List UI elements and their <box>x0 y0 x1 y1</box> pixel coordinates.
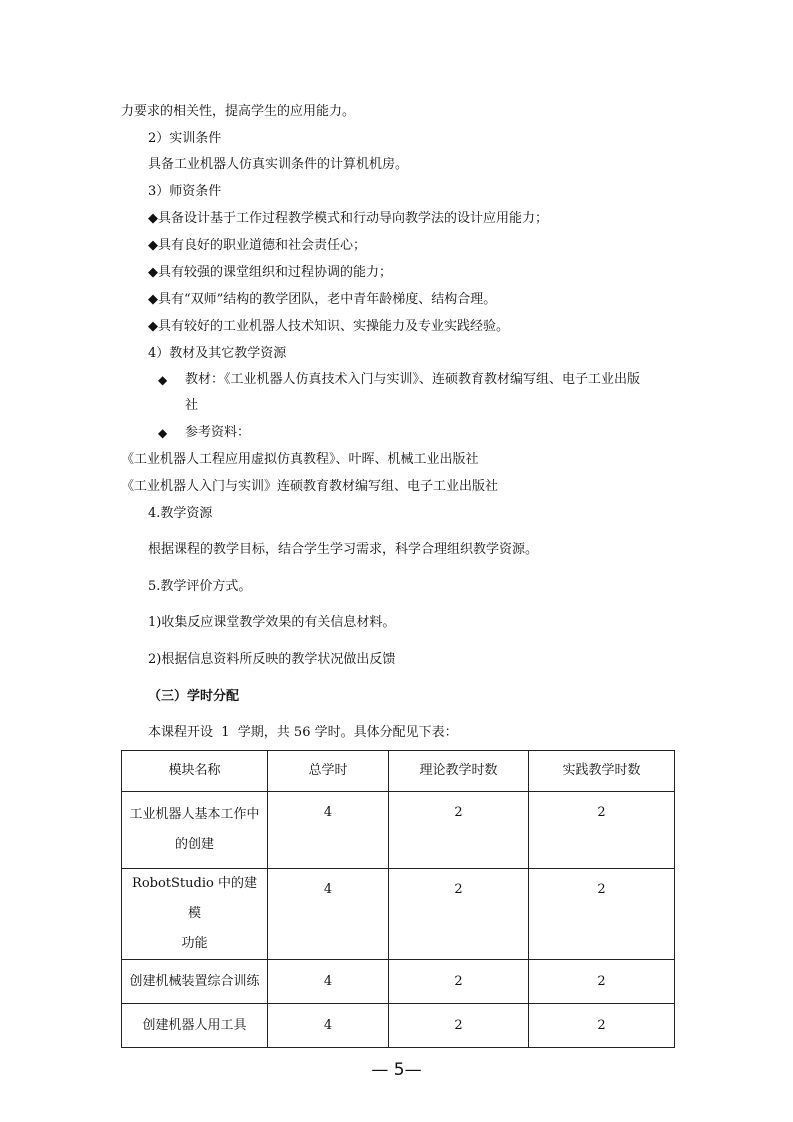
total-hours-cell: 4 <box>268 869 389 960</box>
paragraph-training-lab: 具备工业机器人仿真实训条件的计算机机房。 <box>148 157 409 172</box>
total-hours-cell: 4 <box>268 1004 389 1048</box>
subheading-textbooks: 4）教材及其它教学资源 <box>148 346 287 361</box>
practice-hours-cell: 2 <box>529 1004 675 1048</box>
total-hours-cell: 4 <box>268 792 389 869</box>
page-number: — 5— <box>371 1060 422 1080</box>
practice-hours-cell: 2 <box>529 792 675 869</box>
bullet-teacher-1: ◆具备设计基于工作过程教学模式和行动导向教学法的设计应用能力； <box>148 211 548 226</box>
theory-hours-cell: 2 <box>389 960 529 1004</box>
diamond-bullet-icon: ◆ <box>158 373 168 387</box>
textbook-line-2: 社 <box>185 398 199 413</box>
module-name-line-2: 的创建 <box>174 837 214 852</box>
total-hours-cell: 4 <box>268 960 389 1004</box>
bullet-teacher-2: ◆具有良好的职业道德和社会责任心； <box>148 238 366 253</box>
header-total-hours: 总学时 <box>268 751 389 792</box>
module-name-cell <box>122 869 268 960</box>
reference-item-2: 《工业机器人入门与实训》连硕教育教材编写组、电子工业出版社 <box>121 479 499 494</box>
module-name-line-1: 工业机器人基本工作中 <box>129 807 260 822</box>
hours-allocation-table <box>121 750 675 1048</box>
bullet-teacher-3: ◆具有较强的课堂组织和过程协调的能力； <box>148 265 392 280</box>
textbook-line-1: 教材：《工业机器人仿真技术入门与实训》、连硕教育教材编写组、电子工业出版 <box>185 372 641 387</box>
table-row <box>122 1004 675 1048</box>
reference-item-1: 《工业机器人工程应用虚拟仿真教程》、叶晖、机械工业出版社 <box>121 452 479 467</box>
practice-hours-cell: 2 <box>529 869 675 960</box>
evaluation-item-2: 2)根据信息资料所反映的教学状况做出反馈 <box>148 652 396 667</box>
theory-hours-cell: 2 <box>389 869 529 960</box>
bullet-teacher-5: ◆具有较好的工业机器人技术知识、实操能力及专业实践经验。 <box>148 319 509 334</box>
table-row <box>122 869 675 960</box>
paragraph-continuation: 力要求的相关性，提高学生的应用能力。 <box>121 104 356 119</box>
theory-hours-cell: 2 <box>389 792 529 869</box>
module-name-cell: 创建机器人用工具 <box>122 1004 268 1048</box>
table-row <box>122 960 675 1004</box>
theory-hours-cell: 2 <box>389 1004 529 1048</box>
section-heading-hours: （三）学时分配 <box>148 689 240 704</box>
module-name-line-1: RobotStudio 中的建模 <box>132 876 257 921</box>
table-header-row <box>122 751 675 792</box>
header-practice-hours: 实践教学时数 <box>529 751 675 792</box>
subheading-training-conditions: 2）实训条件 <box>148 131 222 146</box>
heading-teaching-resources: 4.教学资源 <box>148 506 213 521</box>
table-row <box>122 792 675 869</box>
bullet-teacher-4: ◆具有“双师”结构的教学团队，老中青年龄梯度、结构合理。 <box>148 292 497 307</box>
subheading-teacher-conditions: 3）师资条件 <box>148 184 222 199</box>
diamond-bullet-icon: ◆ <box>158 426 168 440</box>
paragraph-teaching-resources: 根据课程的教学目标，结合学生学习需求，科学合理组织教学资源。 <box>148 542 539 557</box>
module-name-line-2: 功能 <box>181 936 208 951</box>
evaluation-item-1: 1)收集反应课堂教学效果的有关信息材料。 <box>148 615 396 630</box>
header-module-name: 模块名称 <box>122 751 268 792</box>
paragraph-table-intro: 本课程开设 1 学期，共 56 学时。具体分配见下表： <box>148 725 458 740</box>
module-name-cell: 创建机械装置综合训练 <box>122 960 268 1004</box>
module-name-cell <box>122 792 268 869</box>
practice-hours-cell: 2 <box>529 960 675 1004</box>
header-theory-hours: 理论教学时数 <box>389 751 529 792</box>
reference-label: 参考资料： <box>185 425 251 440</box>
heading-evaluation: 5.教学评价方式。 <box>148 579 252 594</box>
